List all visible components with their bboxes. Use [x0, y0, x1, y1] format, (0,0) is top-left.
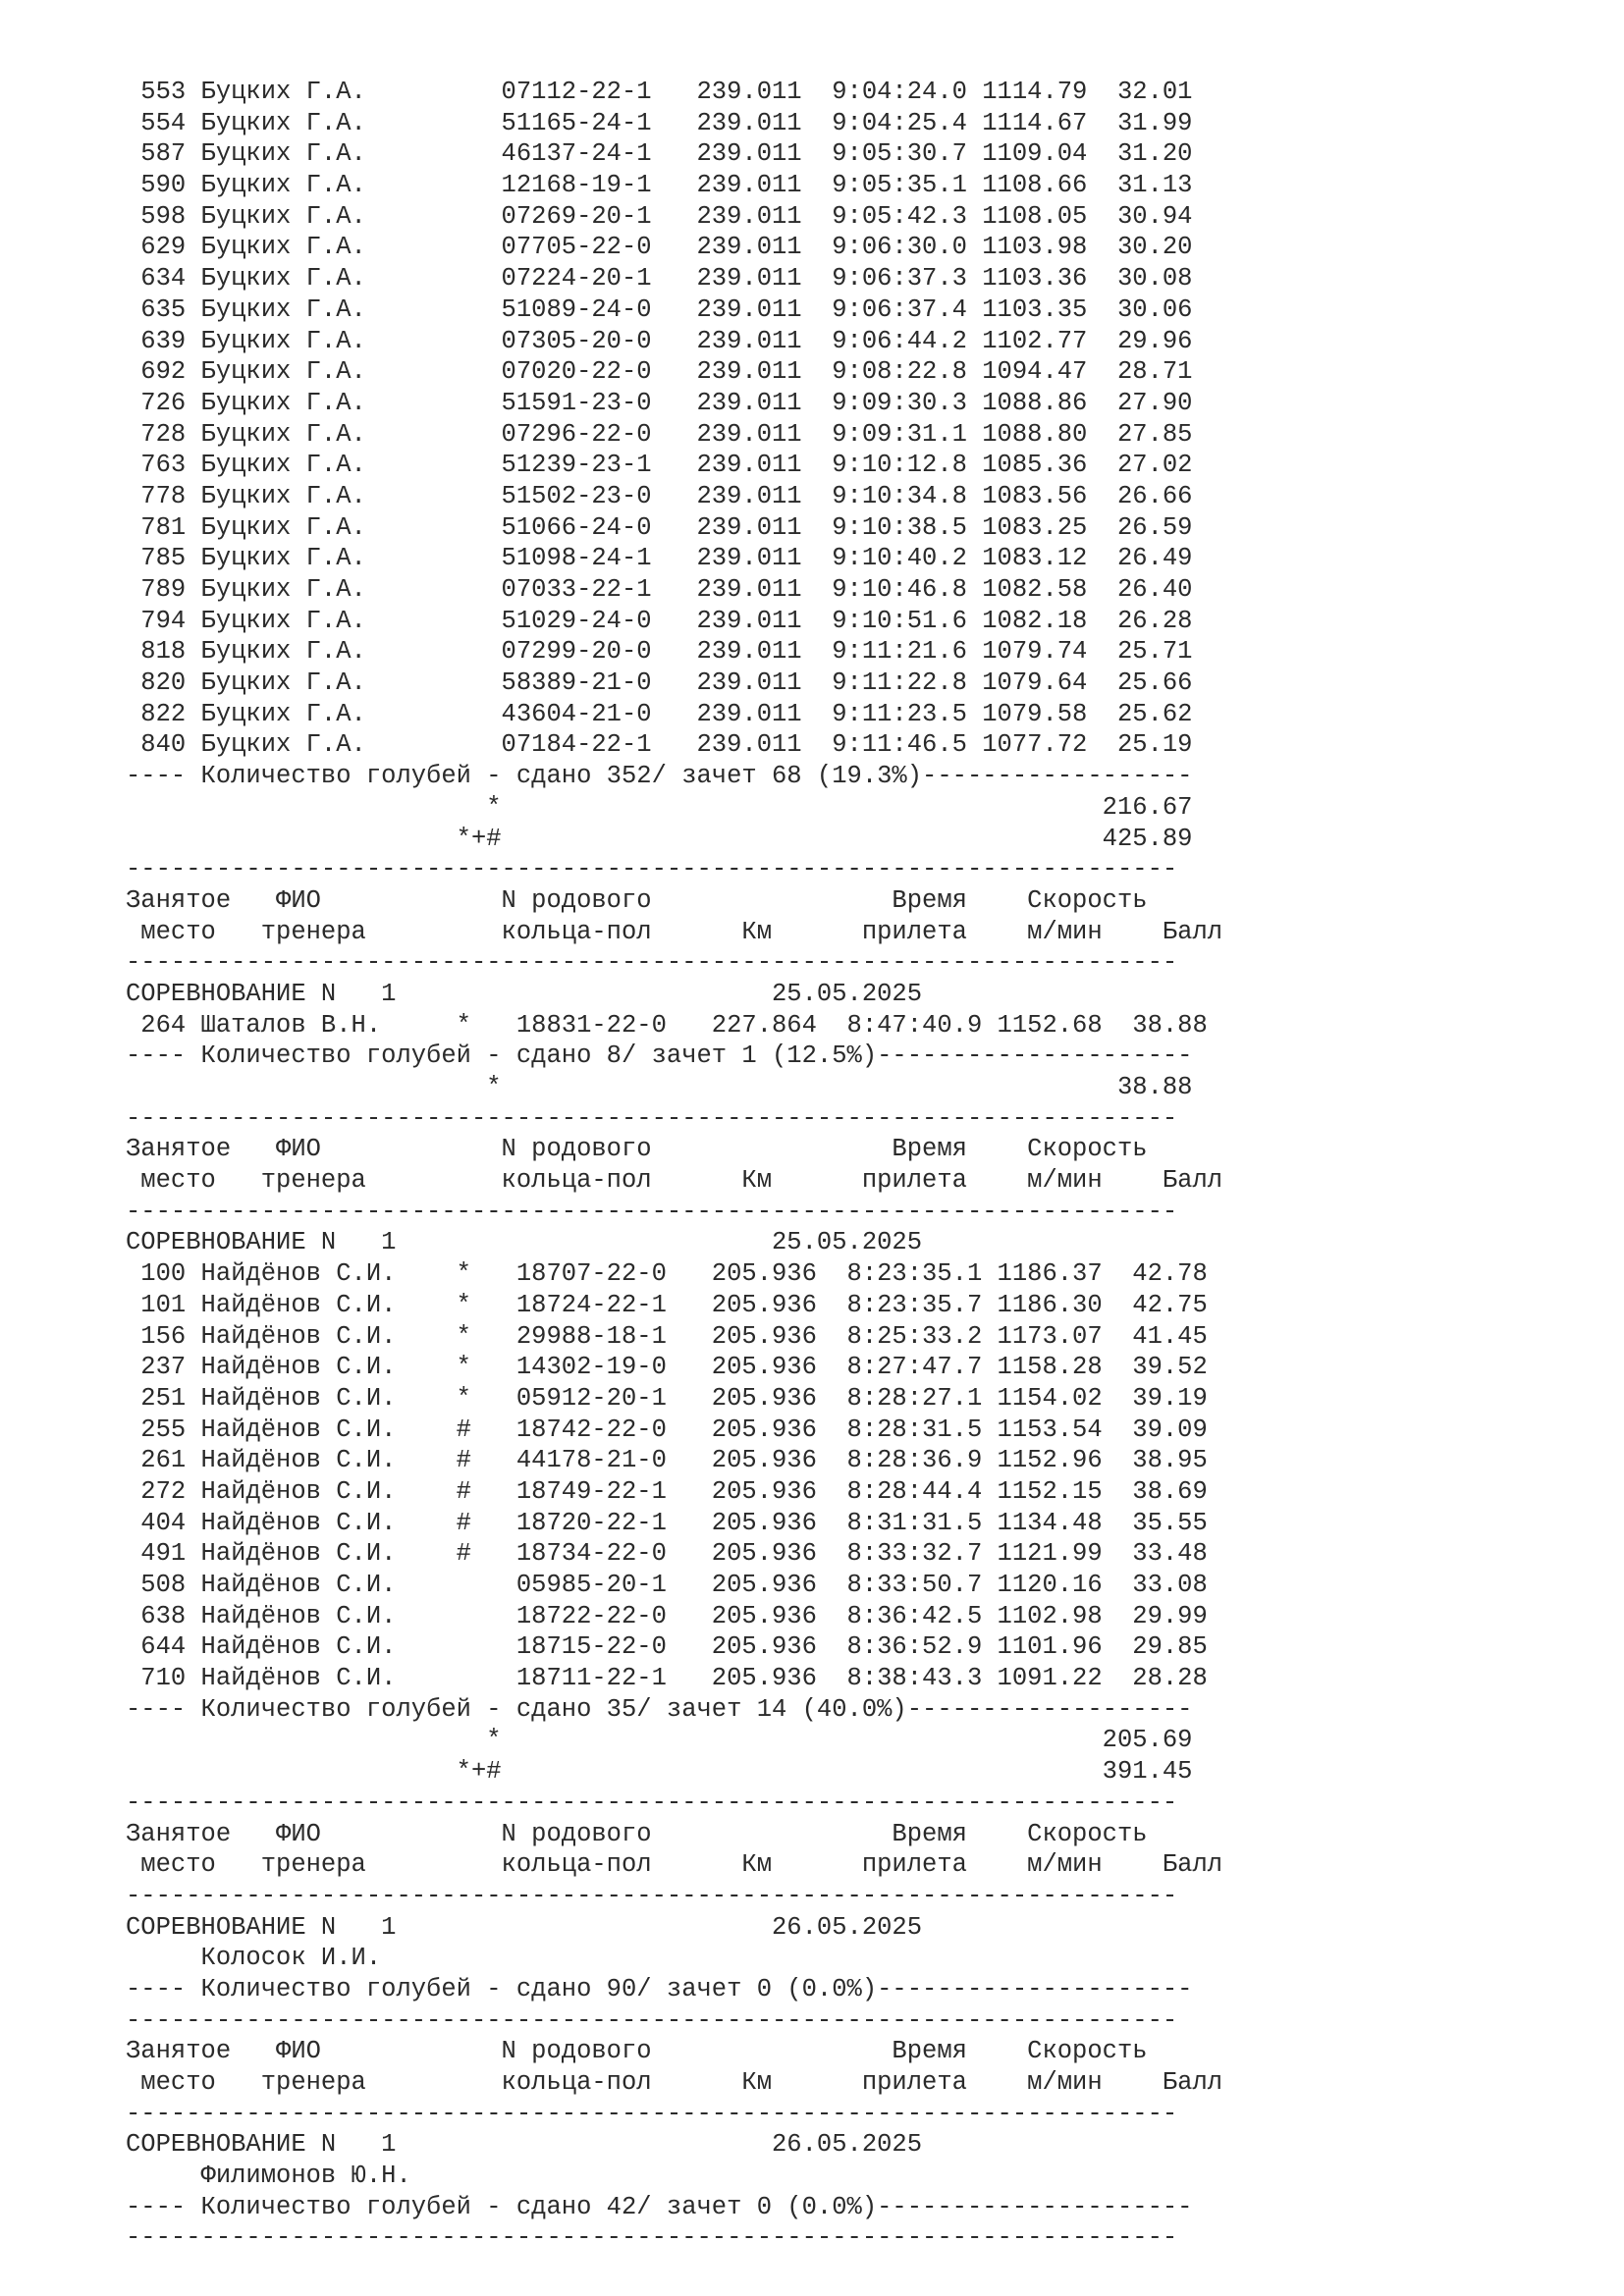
- total-score: *+# 425.89: [126, 824, 1193, 853]
- separator: ----------------------------------------------------------------------: [126, 1197, 1178, 1226]
- result-row: 778 Буцких Г.А. 51502-23-0 239.011 9:10:34.8 1083.56 26.66: [126, 481, 1193, 510]
- competition-title: СОРЕВНОВАНИЕ N 1 26.05.2025: [126, 2130, 923, 2160]
- result-row: 156 Найдёнов С.И. * 29988-18-1 205.936 8:25:33.2 1173.07 41.45: [126, 1321, 1208, 1351]
- separator: ----------------------------------------------------------------------: [126, 2005, 1178, 2035]
- result-row: 638 Найдёнов С.И. 18722-22-0 205.936 8:36:42.5 1102.98 29.99: [126, 1601, 1208, 1630]
- result-row: 587 Буцких Г.А. 46137-24-1 239.011 9:05:30.7 1109.04 31.20: [126, 139, 1193, 169]
- separator: ----------------------------------------------------------------------: [126, 1103, 1178, 1133]
- results-report: [126, 77, 1222, 2254]
- separator: ----------------------------------------------------------------------: [126, 855, 1178, 884]
- competition-title: СОРЕВНОВАНИЕ N 1 25.05.2025: [126, 979, 923, 1008]
- separator: ----------------------------------------------------------------------: [126, 948, 1178, 978]
- result-row: 629 Буцких Г.А. 07705-22-0 239.011 9:06:30.0 1103.98 30.20: [126, 233, 1193, 262]
- column-header-line1: Занятое ФИО N родового Время Скорость: [126, 1135, 1148, 1164]
- competition-title: СОРЕВНОВАНИЕ N 1 25.05.2025: [126, 1228, 923, 1257]
- total-score: * 216.67: [126, 792, 1193, 822]
- result-row: 554 Буцких Г.А. 51165-24-1 239.011 9:04:25.4 1114.67 31.99: [126, 108, 1193, 137]
- result-row: 710 Найдёнов С.И. 18711-22-1 205.936 8:38:43.3 1091.22 28.28: [126, 1664, 1208, 1693]
- result-row: 264 Шаталов В.Н. * 18831-22-0 227.864 8:47:40.9 1152.68 38.88: [126, 1010, 1208, 1040]
- result-row: 255 Найдёнов С.И. # 18742-22-0 205.936 8:28:31.5 1153.54 39.09: [126, 1415, 1208, 1444]
- column-header-line1: Занятое ФИО N родового Время Скорость: [126, 2037, 1148, 2066]
- result-row: 794 Буцких Г.А. 51029-24-0 239.011 9:10:51.6 1082.18 26.28: [126, 606, 1193, 635]
- result-row: 590 Буцких Г.А. 12168-19-1 239.011 9:05:35.1 1108.66 31.13: [126, 171, 1193, 200]
- total-score: *+# 391.45: [126, 1757, 1193, 1787]
- result-row: 261 Найдёнов С.И. # 44178-21-0 205.936 8:28:36.9 1152.96 38.95: [126, 1446, 1208, 1475]
- result-row: 644 Найдёнов С.И. 18715-22-0 205.936 8:36:52.9 1101.96 29.85: [126, 1632, 1208, 1662]
- result-row: 763 Буцких Г.А. 51239-23-1 239.011 9:10:12.8 1085.36 27.02: [126, 451, 1193, 480]
- total-score: * 38.88: [126, 1073, 1193, 1101]
- result-row: 251 Найдёнов С.И. * 05912-20-1 205.936 8:28:27.1 1154.02 39.19: [126, 1383, 1208, 1413]
- result-row: 101 Найдёнов С.И. * 18724-22-1 205.936 8:23:35.7 1186.30 42.75: [126, 1290, 1208, 1319]
- result-row: 789 Буцких Г.А. 07033-22-1 239.011 9:10:46.8 1082.58 26.40: [126, 575, 1193, 604]
- column-header-line1: Занятое ФИО N родового Время Скорость: [126, 1819, 1148, 1848]
- result-row: 822 Буцких Г.А. 43604-21-0 239.011 9:11:23.5 1079.58 25.62: [126, 699, 1193, 728]
- result-row: 237 Найдёнов С.И. * 14302-19-0 205.936 8:27:47.7 1158.28 39.52: [126, 1353, 1208, 1382]
- result-row: Филимонов Ю.Н.: [126, 2162, 411, 2191]
- competition-title: СОРЕВНОВАНИЕ N 1 26.05.2025: [126, 1912, 923, 1942]
- pigeon-count-summary: ---- Количество голубей - сдано 42/ зачет 0 (0.0%)---------------------: [126, 2192, 1193, 2221]
- result-row: 100 Найдёнов С.И. * 18707-22-0 205.936 8:23:35.1 1186.37 42.78: [126, 1259, 1208, 1289]
- result-row: 491 Найдёнов С.И. # 18734-22-0 205.936 8:33:32.7 1121.99 33.48: [126, 1539, 1208, 1569]
- result-row: 820 Буцких Г.А. 58389-21-0 239.011 9:11:22.8 1079.64 25.66: [126, 668, 1193, 698]
- result-row: 692 Буцких Г.А. 07020-22-0 239.011 9:08:22.8 1094.47 28.71: [126, 357, 1193, 387]
- result-row: 785 Буцких Г.А. 51098-24-1 239.011 9:10:40.2 1083.12 26.49: [126, 544, 1193, 573]
- result-row: 726 Буцких Г.А. 51591-23-0 239.011 9:09:30.3 1088.86 27.90: [126, 388, 1193, 417]
- result-row: 818 Буцких Г.А. 07299-20-0 239.011 9:11:21.6 1079.74 25.71: [126, 637, 1193, 667]
- column-header-line2: место тренера кольца-пол Км прилета м/мин Балл: [126, 1166, 1223, 1196]
- total-score: * 205.69: [126, 1726, 1193, 1755]
- result-row: 553 Буцких Г.А. 07112-22-1 239.011 9:04:24.0 1114.79 32.01: [126, 78, 1193, 106]
- pigeon-count-summary: ---- Количество голубей - сдано 90/ зачет 0 (0.0%)---------------------: [126, 1974, 1193, 2003]
- result-row: Колосок И.И.: [126, 1944, 382, 1973]
- separator: ----------------------------------------------------------------------: [126, 1881, 1178, 1910]
- result-row: 634 Буцких Г.А. 07224-20-1 239.011 9:06:37.3 1103.36 30.08: [126, 264, 1193, 294]
- pigeon-count-summary: ---- Количество голубей - сдано 35/ зачет 14 (40.0%)-------------------: [126, 1694, 1193, 1724]
- separator: ----------------------------------------------------------------------: [126, 1788, 1178, 1817]
- result-row: 639 Буцких Г.А. 07305-20-0 239.011 9:06:44.2 1102.77 29.96: [126, 326, 1193, 355]
- column-header-line2: место тренера кольца-пол Км прилета м/мин Балл: [126, 2068, 1223, 2097]
- result-row: 404 Найдёнов С.И. # 18720-22-1 205.936 8:31:31.5 1134.48 35.55: [126, 1508, 1208, 1537]
- column-header-line2: место тренера кольца-пол Км прилета м/мин Балл: [126, 917, 1223, 946]
- column-header-line2: место тренера кольца-пол Км прилета м/мин Балл: [126, 1850, 1223, 1880]
- result-row: 840 Буцких Г.А. 07184-22-1 239.011 9:11:46.5 1077.72 25.19: [126, 730, 1193, 760]
- result-row: 781 Буцких Г.А. 51066-24-0 239.011 9:10:38.5 1083.25 26.59: [126, 512, 1193, 542]
- result-row: 635 Буцких Г.А. 51089-24-0 239.011 9:06:37.4 1103.35 30.06: [126, 294, 1193, 324]
- pigeon-count-summary: ---- Количество голубей - сдано 352/ зачет 68 (19.3%)------------------: [126, 762, 1193, 791]
- column-header-line1: Занятое ФИО N родового Время Скорость: [126, 885, 1148, 915]
- result-row: 598 Буцких Г.А. 07269-20-1 239.011 9:05:42.3 1108.05 30.94: [126, 201, 1193, 231]
- result-row: 508 Найдёнов С.И. 05985-20-1 205.936 8:33:50.7 1120.16 33.08: [126, 1571, 1208, 1599]
- separator: ----------------------------------------------------------------------: [126, 2223, 1178, 2253]
- result-row: 728 Буцких Г.А. 07296-22-0 239.011 9:09:31.1 1088.80 27.85: [126, 419, 1193, 449]
- pigeon-count-summary: ---- Количество голубей - сдано 8/ зачет 1 (12.5%)---------------------: [126, 1041, 1193, 1071]
- result-row: 272 Найдёнов С.И. # 18749-22-1 205.936 8:28:44.4 1152.15 38.69: [126, 1476, 1208, 1506]
- separator: ----------------------------------------------------------------------: [126, 2099, 1178, 2128]
